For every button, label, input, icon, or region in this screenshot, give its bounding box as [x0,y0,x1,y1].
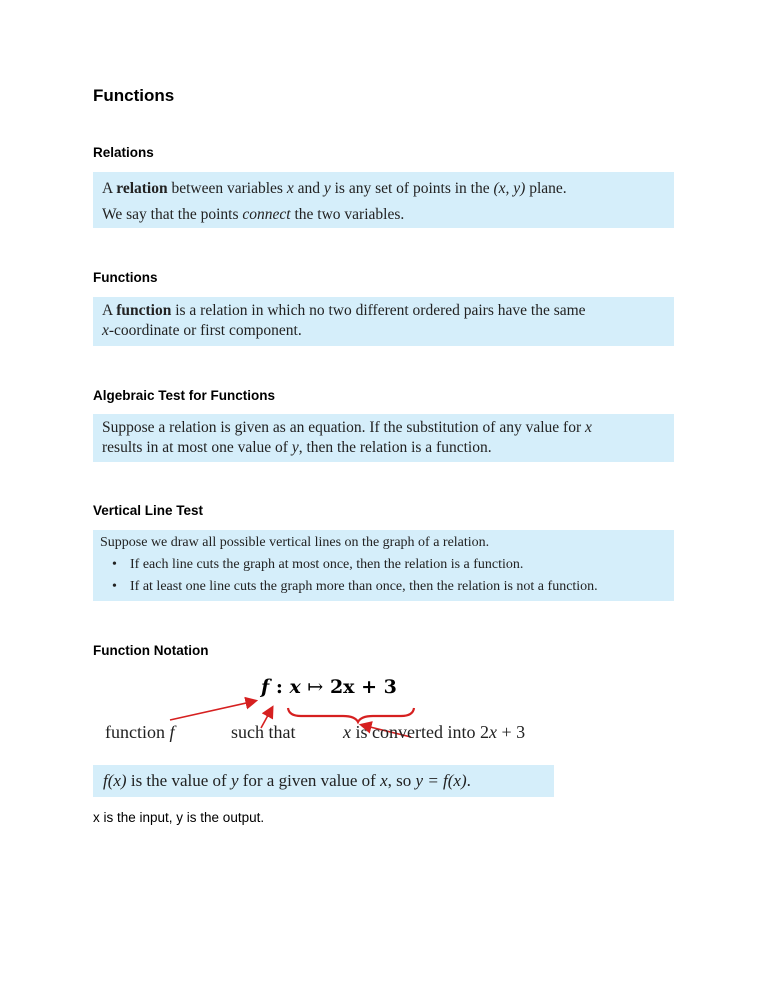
label-function-f: function f [105,722,175,742]
algebraic-test-heading: Algebraic Test for Functions [93,388,276,403]
page-title: Functions [93,86,175,105]
algebraic-line-1: Suppose a relation is given as an equation. If the substitution of any value for x [102,419,592,436]
vertical-intro: Suppose we draw all possible vertical lines on the graph of a relation. [100,535,490,550]
function-line-1: A function is a relation in which no two different ordered pairs have the same [102,302,586,319]
vertical-line-test-heading: Vertical Line Test [93,503,204,518]
relations-definition-box [93,172,674,228]
relations-line-1: A relation between variables x and y is any set of points in the (x, y) plane. [102,180,567,197]
function-definition-box [93,297,674,346]
input-output-note: x is the input, y is the output. [93,810,265,825]
function-line-2: x-coordinate or first component. [102,322,302,339]
label-converted: x is converted into 2x + 3 [343,722,526,742]
algebraic-test-box [93,414,674,462]
function-notation-box: f(x) is the value of y for a given value of x, so y = f(x). [93,765,554,797]
list-item: • If at least one line cuts the graph more than once, then the relation is not a function. [112,576,674,598]
function-notation-heading: Function Notation [93,643,209,658]
list-item: • If each line cuts the graph at most once, then the relation is a function. [112,554,674,576]
algebraic-line-2: results in at most one value of y, then the relation is a function. [102,439,492,456]
notation-formula: f : x ↦ 2x + 3 [261,676,397,698]
vertical-bullet-list [100,554,674,598]
relations-line-2: We say that the points connect the two variables. [102,206,405,223]
label-such-that: such that [231,722,296,742]
arrow-function [170,701,255,720]
relations-heading: Relations [93,145,154,160]
vertical-line-test-box [93,530,674,601]
underbrace [288,708,414,722]
function-notation-diagram [93,672,674,760]
functions-heading: Functions [93,270,158,285]
